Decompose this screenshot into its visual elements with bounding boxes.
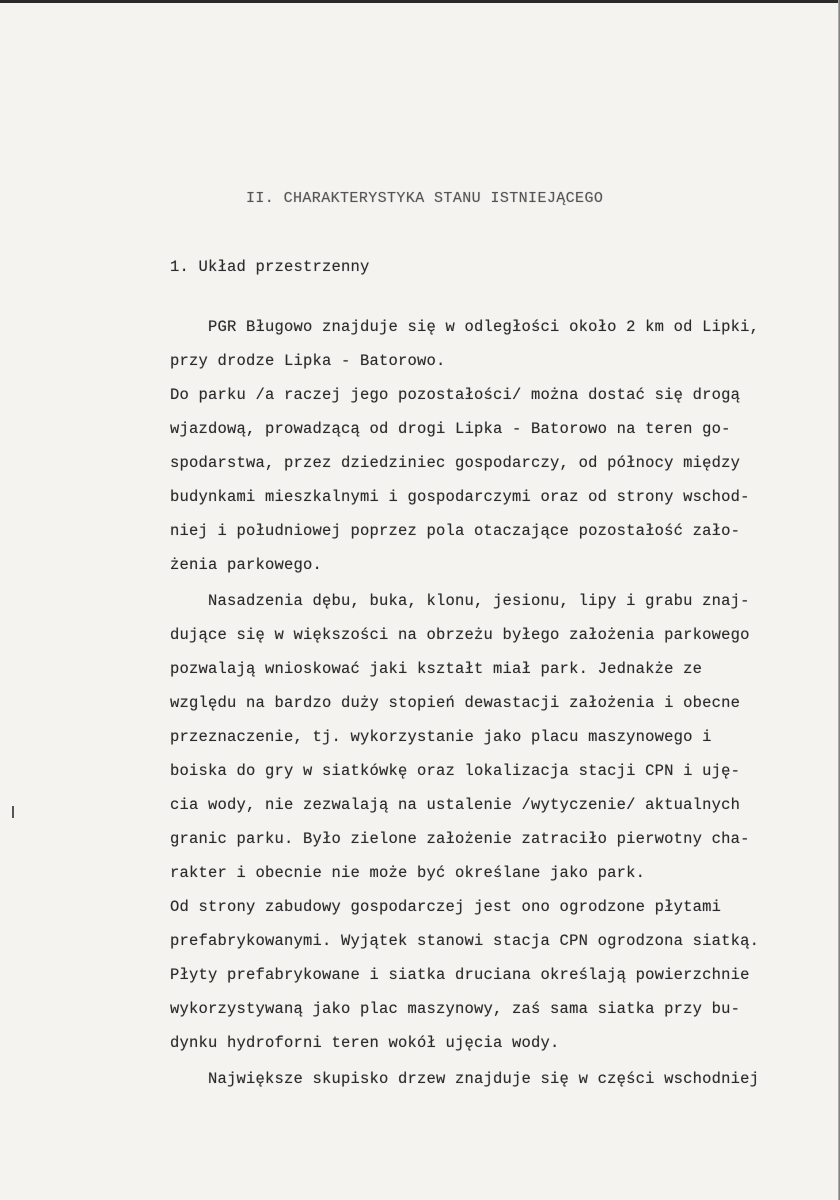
text-line: Nasadzenia dębu, buka, klonu, jesionu, lipy i grabu znaj- xyxy=(170,592,750,610)
text-line: przy drodze Lipka - Batorowo. xyxy=(170,352,446,370)
text-line: niej i południowej poprzez pola otaczające pozostałość zało- xyxy=(170,522,741,540)
text-line: żenia parkowego. xyxy=(170,556,323,574)
text-line: granic parku. Było zielone założenie zatraciło pierwotny cha- xyxy=(170,830,750,848)
text-line: Największe skupisko drzew znajduje się w części wschodniej xyxy=(170,1070,760,1088)
text-line: przeznaczenie, tj. wykorzystanie jako placu maszynowego i xyxy=(170,728,712,746)
section-heading: 1. Układ przestrzenny xyxy=(170,258,370,276)
text-line: Do parku /a raczej jego pozostałości/ można dostać się drogą xyxy=(170,386,741,404)
text-line: Od strony zabudowy gospodarczej jest ono ogrodzone płytami xyxy=(170,898,722,916)
scan-top-edge xyxy=(0,0,840,3)
text-line: wjazdową, prowadzącą od drogi Lipka - Batorowo na teren go- xyxy=(170,420,731,438)
text-line: spodarstwa, przez dziedziniec gospodarczy, od północy między xyxy=(170,454,741,472)
text-line: Płyty prefabrykowane i siatka druciana określają powierzchnie xyxy=(170,966,750,984)
text-line: prefabrykowanymi. Wyjątek stanowi stacja CPN ogrodzona siatką. xyxy=(170,932,760,950)
text-line: pozwalają wnioskować jaki kształt miał park. Jednakże ze xyxy=(170,660,703,678)
text-line: budynkami mieszkalnymi i gospodarczymi oraz od strony wschod- xyxy=(170,488,750,506)
text-line: dujące się w większości na obrzeżu byłego założenia parkowego xyxy=(170,626,750,644)
text-line: względu na bardzo duży stopień dewastacji założenia i obecne xyxy=(170,694,741,712)
text-line: PGR Bługowo znajduje się w odległości około 2 km od Lipki, xyxy=(170,318,760,336)
text-line: cia wody, nie zezwalają na ustalenie /wytyczenie/ aktualnych xyxy=(170,796,741,814)
text-line: dynku hydroforni teren wokół ujęcia wody. xyxy=(170,1034,560,1052)
text-line: wykorzystywaną jako plac maszynowy, zaś sama siatka przy bu- xyxy=(170,1000,741,1018)
text-line: rakter i obecnie nie może być określane jako park. xyxy=(170,864,646,882)
document-title: II. CHARAKTERYSTYKA STANU ISTNIEJĄCEGO xyxy=(246,190,604,207)
text-line: boiska do gry w siatkówkę oraz lokalizacja stacji CPN i uję- xyxy=(170,762,741,780)
margin-mark xyxy=(12,806,14,818)
